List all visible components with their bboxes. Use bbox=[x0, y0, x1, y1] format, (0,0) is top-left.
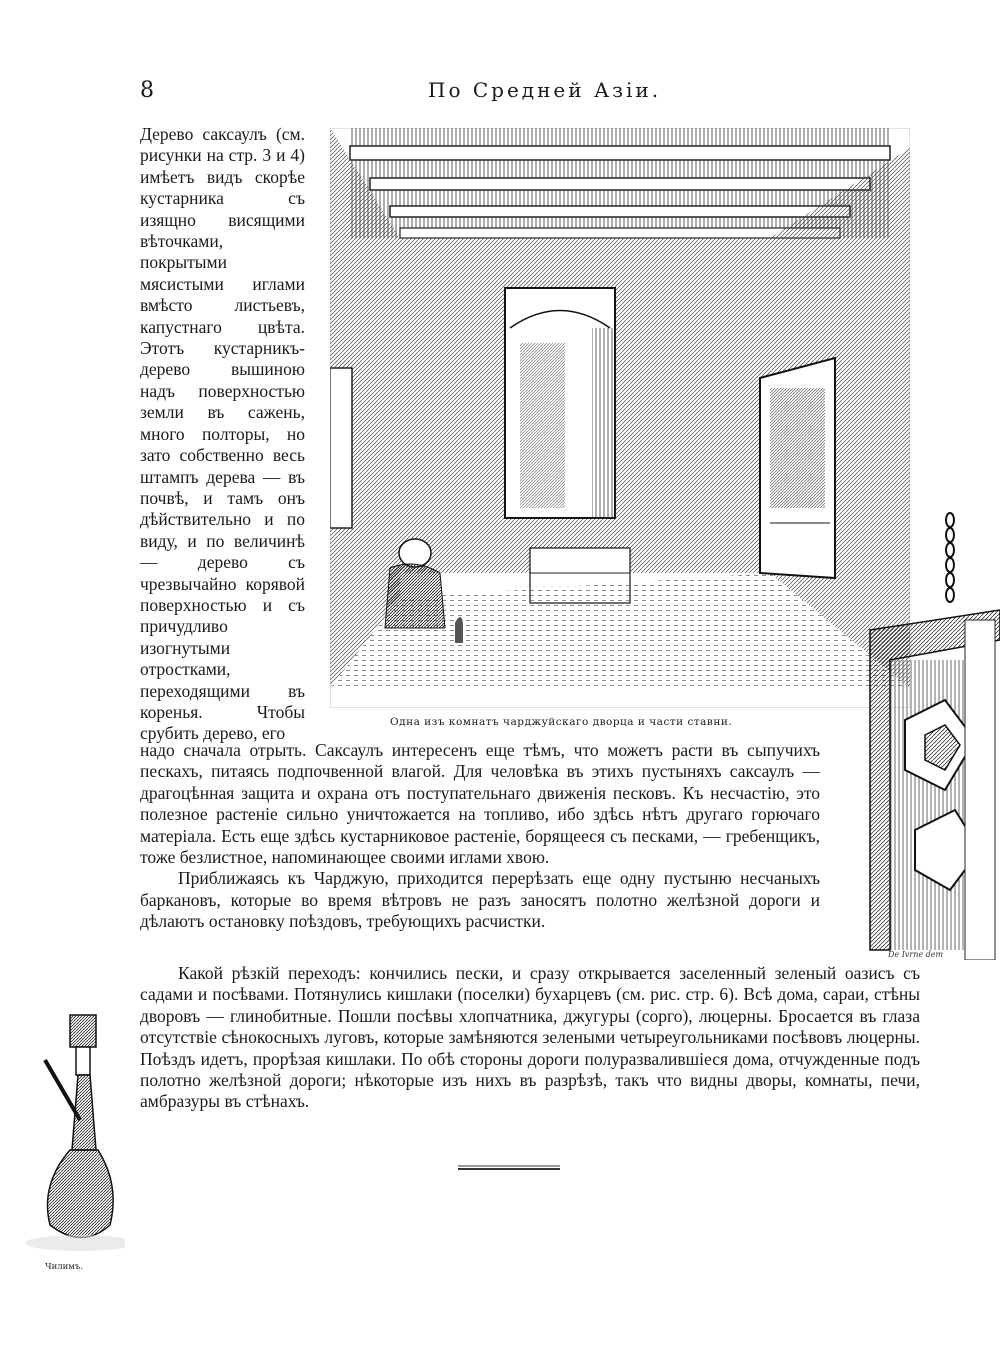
bottom-text bbox=[140, 963, 920, 1113]
paragraph: надо сначала отрыть. Саксаулъ интересенъ еще тѣмъ, что можетъ расти въ сыпучихъ пескахъ, питаясь подпочвенной влагой. Для человѣка въ этихъ пустыняхъ саксаулъ — драгоцѣнная защита и охрана отъ поступательнаго движенія песковъ. Къ несчастію, это полезное растеніе сильно уничтожается на топливо, ибо здѣсь нѣтъ другаго горючаго матеріала. Есть еще здѣсь кустарниковое растеніе, борящееся съ песками, — гребенщикъ, тоже безлистное, напоминающее своими иглами хвою. bbox=[140, 740, 820, 868]
side-figure-caption: De Ivrne dem bbox=[888, 950, 944, 959]
paragraph: Какой рѣзкій переходъ: кончились пески, и сразу открывается заселенный зеленый оазисъ съ садами и посѣвами. Потянулись кишлаки (поселки) бухарцевъ (см. рис. стр. 6). Всѣ дома, сараи, стѣны дворовъ — глинобитные. Пошли посѣвы хлопчатника, джугуры (сорго), люцерны. Бросается въ глаза отсутствіе сѣнокосныхъ луговъ, которые замѣняются зелеными четыреугольниками посѣвовъ люцерны. Поѣздъ идетъ, прорѣзая кишлаки. По обѣ стороны дороги полуразвалившіеся дома, отчужденные подъ полотно желѣзной дороги; нѣкоторые изъ нихъ въ разрѣзѣ, такъ что видны дворы, комнаты, печи, амбразуры въ стѣнахъ. bbox=[140, 963, 920, 1112]
left-column-text bbox=[140, 124, 305, 745]
shutter-illustration bbox=[845, 500, 1000, 960]
end-ornament-rule bbox=[458, 1164, 560, 1172]
running-title: По Средней Азіи. bbox=[428, 78, 662, 102]
hookah-illustration bbox=[10, 1010, 125, 1260]
hookah-caption: Чилимъ. bbox=[45, 1262, 84, 1272]
page-number: 8 bbox=[140, 78, 154, 103]
paragraph: Приближаясь къ Чарджую, приходится перерѣзать еще одну пустыню несчаныхъ баркановъ, которые во время вѣтровъ не разъ заносятъ полотно желѣзной дороги и дѣлаютъ остановку поѣздовъ, требующихъ расчистки. bbox=[140, 868, 820, 932]
palace-room-illustration bbox=[330, 128, 910, 708]
wide-column-text bbox=[140, 740, 820, 933]
main-figure-caption: Одна изъ комнатъ чарджуйскаго дворца и части ставни. bbox=[390, 716, 733, 728]
paragraph: Дерево саксаулъ (см. рисунки на стр. 3 и 4) имѣетъ видъ скорѣе кустарника съ изящно висящими вѣточками, покрытыми мясистыми иглами вмѣсто листьевъ, капустнаго цвѣта. Этотъ кустарникъ-дерево вышиною надъ поверхностью земли въ сажень, много полторы, но зато собственно весь штампъ дерева — въ почвѣ, и тамъ онъ дѣйствительно и по виду, и по величинѣ — дерево съ чрезвычайно корявой поверхностью и съ причудливо изогнутыми отростками, переходящими въ коренья. Чтобы срубить дерево, его bbox=[140, 124, 305, 744]
